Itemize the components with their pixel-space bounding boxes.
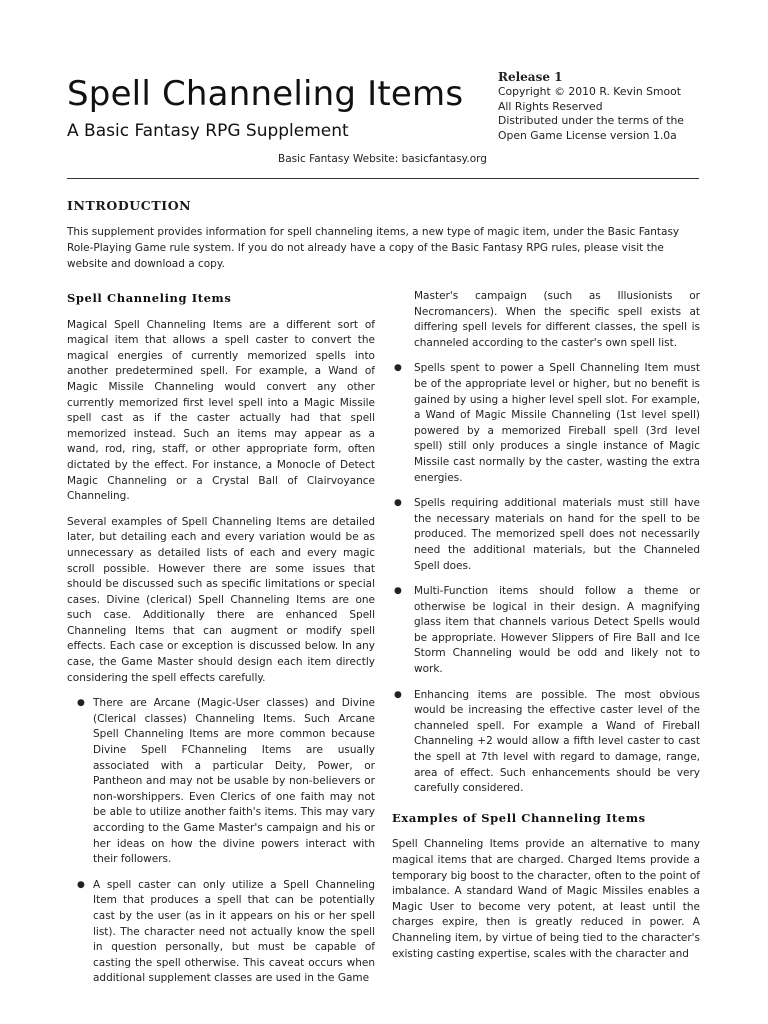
paragraph: Spell Channeling Items provide an alternative to many magical items that are charged. Charged Items provide a temporary big boost to the character, often to the point of imbalance. A standard Wand of Magic Missiles enables a Magic User to become very potent, at least until the charges expire, then is greatly reduced in power. A Channeling item, by virtue of being tied to the character's existing casting expertise, scales with the character and [392,838,700,960]
list-item-text: Enhancing items are possible. The most obvious would be increasing the effective caster level of the channeled spell. For example a Wand of Fireball Channeling +2 would allow a fifth level caster to cast the spell at 7th level with regard to damage, range, area of effect. Such enhancements should be very carefully considered. [414,688,700,795]
continued-list-text: Master's campaign (such as Illusionists or Necromancers). When the specific spell exists at differing spell levels for different classes, the spell is channeled according to the caster's own spell list. [414,290,700,349]
left-column [67,289,375,997]
bullet-icon: ● [394,363,402,374]
bullet-list [392,361,700,796]
header-divider [67,178,699,179]
list-item [71,878,375,987]
rights-line: All Rights Reserved [498,99,603,113]
list-item [392,688,700,797]
list-item [392,496,700,574]
bullet-list [67,696,375,987]
license-line-1: Distributed under the terms of the [498,114,684,128]
bullet-icon: ● [77,698,85,709]
introduction-text: This supplement provides information for spell channeling items, a new type of magic item, under the Basic Fantasy Role-Playing Game rule system. If you do not already have a copy of the Basic Fantasy RPG rules, please visit the website and download a copy. [67,226,680,270]
bullet-icon: ● [394,586,402,597]
release-info [498,70,708,143]
examples-heading: Examples of Spell Channeling Items [392,810,646,825]
introduction-heading: INTRODUCTION [67,198,192,213]
bullet-icon: ● [394,689,402,700]
list-item [392,584,700,678]
list-item-text: Multi-Function items should follow a theme or otherwise be logical in their design. A magnifying glass item that channels various Detect Spells would be appropriate. However Slippers of Fire Ball and Ice Storm Channeling would be odd and likely not to work. [414,585,700,676]
list-item-text: A spell caster can only utilize a Spell Channeling Item that produces a spell that can be potentially cast by the user (as in it appears on his or her spell list). The character need not actually know the spell in question personally, but must be capable of casting the spell otherwise. This caveat occurs when additional supplement classes are used in the Game [93,878,375,985]
document-subtitle: A Basic Fantasy RPG Supplement [67,121,349,141]
list-item [392,361,700,486]
document-title: Spell Channeling Items [67,74,464,114]
release-label: Release 1 [498,70,563,84]
spell-channeling-heading: Spell Channeling Items [67,291,232,305]
license-line-2: Open Game License version 1.0a [498,128,677,142]
copyright-line: Copyright © 2010 R. Kevin Smoot [498,85,681,98]
list-item [71,696,375,868]
paragraph: Magical Spell Channeling Items are a different sort of magical item that allows a spell caster to convert the magical energies of currently memorized spells into another predetermined spell. For example, a Wand of Magic Missile Channeling would convert any other currently memorized first level spell into a Magic Missile spell cast as if the caster actually had that spell memorized instead. Such an items may appear as a wand, rod, ring, staff, or other appropriate form, often dictated by the effect. For instance, a Monocle of Detect Magic Channeling or a Crystal Ball of Clairvoyance Channeling. [67,318,375,503]
right-column [392,289,700,972]
list-item-text: There are Arcane (Magic-User classes) and Divine (Clerical classes) Channeling Items. Such Arcane Spell Channeling Items are more common because Divine Spell FChanneling Items are usually associated with a particular Deity, Power, or Pantheon and may not be usable by non-believers or non-worshippers. Even Clerics of one faith may not be able to utilize another faith's items. This may vary according to the Game Master's campaign and his or her ideas on how the divine powers interact with their followers. [93,697,375,866]
bullet-icon: ● [394,498,402,509]
list-item-text: Spells spent to power a Spell Channeling Item must be of the appropriate level or higher, but no benefit is gained by using a higher level spell slot. For example, a Wand of Magic Missile Channeling (1st level spell) powered by a memorized Fireball spell (3rd level spell) still only produces a single instance of Magic Missile cast normally by the caster, wasting the extra energies. [414,362,700,484]
website-line: Basic Fantasy Website: basicfantasy.org [278,153,487,165]
bullet-icon: ● [77,879,85,890]
paragraph: Several examples of Spell Channeling Items are detailed later, but detailing each and every variation would be as unnecessary as detailed lists of each and every magic scroll possible. However there are some issues that should be discussed such as specific limitations or special cases. Divine (clerical) Spell Channeling Items are one such case. Additionally there are enhanced Spell Channeling Items that can augment or modify spell effects. Each case or exception is discussed below. In any case, the Game Master should design each item directly considering the spell effects carefully. [67,515,375,684]
list-item-text: Spells requiring additional materials must still have the necessary materials on hand for the spell to be produced. The memorized spell does not necessarily need the additional materials, but the Channeled Spell does. [414,497,700,572]
